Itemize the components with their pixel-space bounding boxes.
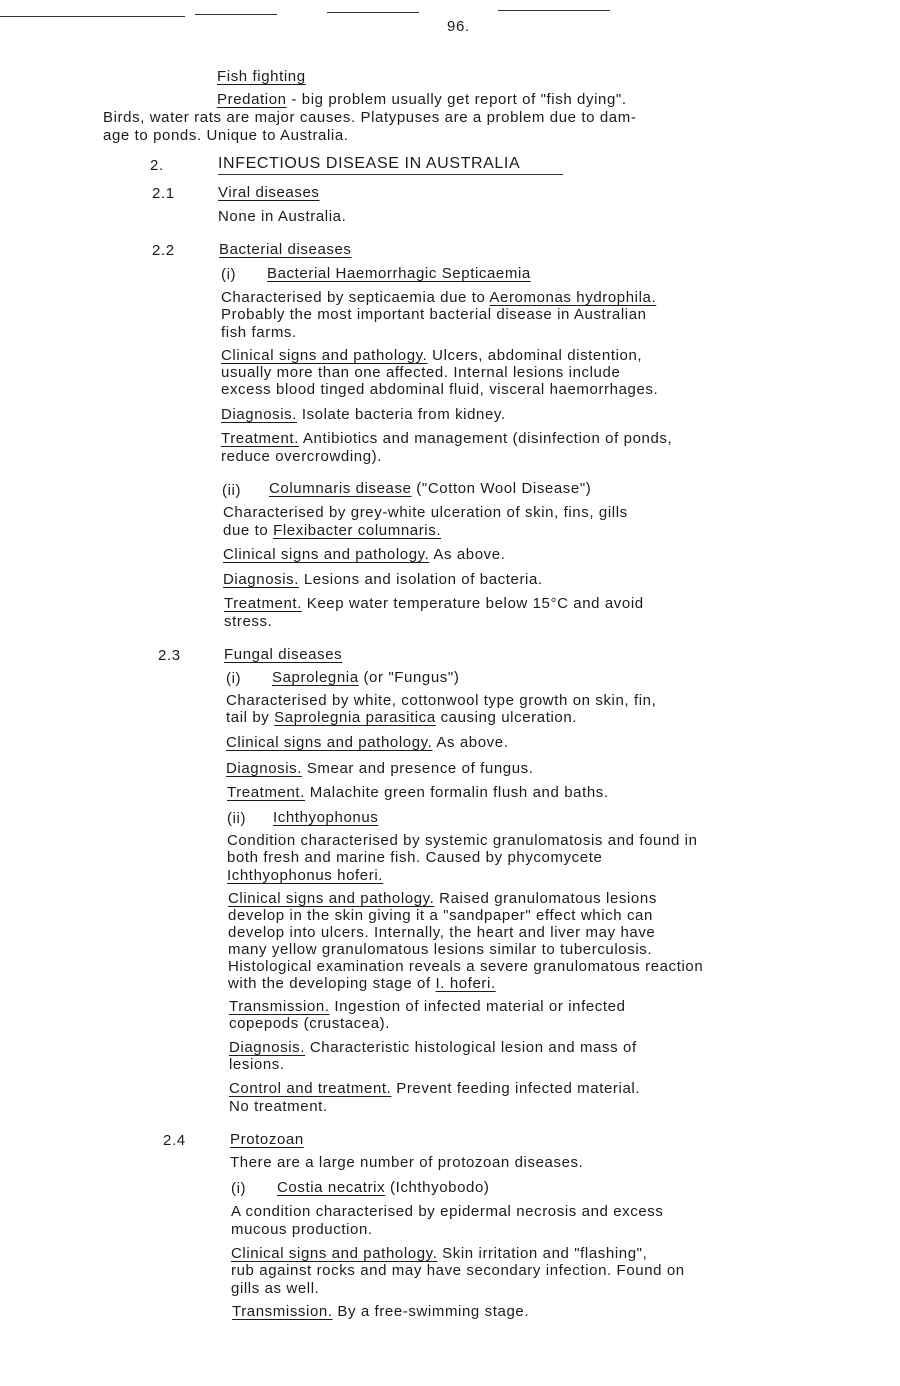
section-2-2-number: 2.2 — [152, 242, 175, 259]
s23-ii-diag-1 — [229, 1039, 637, 1056]
s22-i-diag-text: Isolate bacteria from kidney. — [297, 406, 506, 423]
s22-ii-title: Columnaris disease — [269, 480, 412, 497]
s23-ii-trans-2: copepods (crustacea). — [229, 1015, 391, 1032]
s22-ii-desc-2-text: due to — [223, 522, 274, 539]
s22-i-clin-2: usually more than one affected. Internal lesions include — [221, 364, 621, 381]
s22-i-desc-3: fish farms. — [221, 324, 297, 341]
section-2-title: INFECTIOUS DISEASE IN AUSTRALIA — [218, 155, 521, 172]
s22-i-desc-1 — [221, 289, 656, 306]
s23-ii-clin-5: Histological examination reveals a severe granulomatous reaction — [228, 958, 704, 975]
s22-ii-treat-2: stress. — [224, 613, 273, 630]
s23-i-desc-2-pre: tail by — [226, 709, 275, 726]
section-2-number: 2. — [150, 157, 164, 174]
s23-ii-trans-1 — [229, 998, 626, 1015]
s23-ii-desc-1: Condition characterised by systemic granulomatosis and found in — [227, 832, 698, 849]
predation-line-3: age to ponds. Unique to Australia. — [103, 127, 349, 144]
s23-i-diag-text: Smear and presence of fungus. — [302, 760, 534, 777]
s22-ii-diag-label: Diagnosis. — [223, 571, 300, 588]
s22-ii-diag — [223, 571, 543, 588]
s23-i-title-suffix: (or "Fungus") — [358, 669, 460, 686]
s22-i-number: (i) — [221, 266, 237, 283]
s24-i-desc-2: mucous production. — [231, 1221, 373, 1238]
header-rule-right — [498, 10, 610, 11]
s23-i-treat-label: Treatment. — [227, 784, 305, 801]
s23-ii-clin-text-1: Raised granulomatous lesions — [434, 890, 657, 907]
s24-i-clin-2: rub against rocks and may have secondary infection. Found on — [231, 1262, 685, 1279]
s23-i-treat-text: Malachite green formalin flush and baths. — [304, 784, 609, 801]
s22-i-desc-2: Probably the most important bacterial disease in Australian — [221, 306, 647, 323]
s23-ii-desc-2: both fresh and marine fish. Caused by phycomycete — [227, 849, 603, 866]
s23-i-desc-2 — [226, 709, 577, 726]
s23-i-desc-2-post: causing ulceration. — [435, 709, 578, 726]
header-rule-left — [0, 16, 185, 17]
s24-i-title: Costia necatrix — [277, 1179, 386, 1196]
s22-i-clin-text-1: Ulcers, abdominal distention, — [427, 347, 643, 364]
s24-i-number: (i) — [231, 1180, 247, 1197]
s22-i-treat-text-1: Antibiotics and management (disinfection of ponds, — [298, 430, 673, 447]
page-number: 96. — [447, 18, 470, 35]
s23-ii-trans-label: Transmission. — [229, 998, 330, 1015]
s23-i-number: (i) — [226, 670, 242, 687]
s22-ii-desc-1: Characterised by grey-white ulceration of skin, fins, gills — [223, 504, 628, 521]
s23-ii-clin-2: develop in the skin giving it a "sandpaper" effect which can — [228, 907, 653, 924]
s23-i-diag-label: Diagnosis. — [226, 760, 303, 777]
predation-label: Predation — [217, 91, 287, 108]
s22-i-treat-2: reduce overcrowding). — [221, 448, 383, 465]
s23-ii-ctrl-1 — [229, 1080, 640, 1097]
s23-ii-clin-1 — [228, 890, 657, 907]
s23-i-clin — [226, 734, 508, 751]
heading-fish-fighting: Fish fighting — [217, 68, 306, 85]
s23-ii-trans-text-1: Ingestion of infected material or infected — [329, 998, 626, 1015]
s23-i-clin-label: Clinical signs and pathology. — [226, 734, 433, 751]
s22-ii-diag-text: Lesions and isolation of bacteria. — [299, 571, 543, 588]
s22-ii-title-line — [269, 480, 591, 497]
s22-i-clin-1 — [221, 347, 642, 364]
s22-ii-organism: Flexibacter columnaris. — [273, 522, 442, 539]
section-2-3-title: Fungal diseases — [224, 646, 343, 663]
s24-intro: There are a large number of protozoan diseases. — [230, 1154, 584, 1171]
header-rule-left2 — [195, 14, 277, 15]
s23-ii-diag-label: Diagnosis. — [229, 1039, 306, 1056]
s23-ii-ctrl-label: Control and treatment. — [229, 1080, 392, 1097]
s22-ii-clin-text: As above. — [429, 546, 506, 563]
s24-i-clin-text-1: Skin irritation and "flashing", — [437, 1245, 648, 1262]
s23-ii-clin-6 — [228, 975, 496, 992]
s23-i-diag — [226, 760, 534, 777]
s23-ii-diag-2: lesions. — [229, 1056, 285, 1073]
s23-ii-clin-6-pre: with the developing stage of — [228, 975, 436, 992]
s23-ii-ctrl-text-1: Prevent feeding infected material. — [391, 1080, 641, 1097]
header-rule-mid — [327, 12, 419, 13]
section-2-1-title: Viral diseases — [218, 184, 320, 201]
s22-i-title: Bacterial Haemorrhagic Septicaemia — [267, 265, 531, 282]
s23-ii-clin-3: develop into ulcers. Internally, the heart and liver may have — [228, 924, 656, 941]
s22-i-diag — [221, 406, 506, 423]
s22-ii-desc-2 — [223, 522, 441, 539]
section-2-2-title: Bacterial diseases — [219, 241, 352, 258]
s22-i-diag-label: Diagnosis. — [221, 406, 298, 423]
s22-ii-treat-label: Treatment. — [224, 595, 302, 612]
s24-i-trans-text: By a free-swimming stage. — [332, 1303, 530, 1320]
s23-i-treat — [227, 784, 609, 801]
s24-i-clin-label: Clinical signs and pathology. — [231, 1245, 438, 1262]
s23-i-title: Saprolegnia — [272, 669, 359, 686]
s23-ii-clin-6-organism: I. hoferi. — [435, 975, 496, 992]
section-2-1-number: 2.1 — [152, 185, 175, 202]
s24-i-clin-1 — [231, 1245, 647, 1262]
s24-i-trans-label: Transmission. — [232, 1303, 333, 1320]
s24-i-clin-3: gills as well. — [231, 1280, 320, 1297]
predation-line-1 — [217, 91, 627, 108]
s22-i-clin-3: excess blood tinged abdominal fluid, visceral haemorrhages. — [221, 381, 659, 398]
s22-i-clin-label: Clinical signs and pathology. — [221, 347, 428, 364]
s24-i-trans — [232, 1303, 529, 1320]
s22-ii-clin — [223, 546, 505, 563]
predation-line-2: Birds, water rats are major causes. Platypuses are a problem due to dam- — [103, 109, 637, 126]
s22-i-organism: Aeromonas hydrophila. — [489, 289, 657, 306]
s22-ii-treat-1 — [224, 595, 644, 612]
s22-i-desc-1-text: Characterised by septicaemia due to — [221, 289, 490, 306]
s23-ii-ctrl-2: No treatment. — [229, 1098, 328, 1115]
section-2-4-number: 2.4 — [163, 1132, 186, 1149]
s22-ii-clin-label: Clinical signs and pathology. — [223, 546, 430, 563]
s23-ii-title: Ichthyophonus — [273, 809, 379, 826]
s22-i-treat-1 — [221, 430, 672, 447]
s23-i-desc-1: Characterised by white, cottonwool type growth on skin, fin, — [226, 692, 657, 709]
predation-text-1: - big problem usually get report of "fish dying". — [286, 91, 627, 108]
s23-i-title-line — [272, 669, 459, 686]
s22-ii-title-suffix: ("Cotton Wool Disease") — [411, 480, 592, 497]
s23-i-clin-text: As above. — [432, 734, 509, 751]
s23-ii-clin-4: many yellow granulomatous lesions similar to tuberculosis. — [228, 941, 653, 958]
section-2-title-underline — [218, 174, 563, 175]
s23-ii-clin-label: Clinical signs and pathology. — [228, 890, 435, 907]
s23-ii-diag-text-1: Characteristic histological lesion and mass of — [305, 1039, 637, 1056]
s24-i-title-line — [277, 1179, 490, 1196]
s23-i-organism: Saprolegnia parasitica — [274, 709, 436, 726]
s24-i-desc-1: A condition characterised by epidermal necrosis and excess — [231, 1203, 664, 1220]
s23-ii-number: (ii) — [227, 810, 247, 827]
s22-ii-treat-text-1: Keep water temperature below 15°C and avoid — [301, 595, 644, 612]
section-2-3-number: 2.3 — [158, 647, 181, 664]
s24-i-title-suffix: (Ichthyobodo) — [385, 1179, 490, 1196]
s22-ii-number: (ii) — [222, 482, 242, 499]
section-2-1-text: None in Australia. — [218, 208, 347, 225]
s22-i-treat-label: Treatment. — [221, 430, 299, 447]
s23-ii-organism: Ichthyophonus hoferi. — [227, 867, 384, 884]
section-2-4-title: Protozoan — [230, 1131, 304, 1148]
